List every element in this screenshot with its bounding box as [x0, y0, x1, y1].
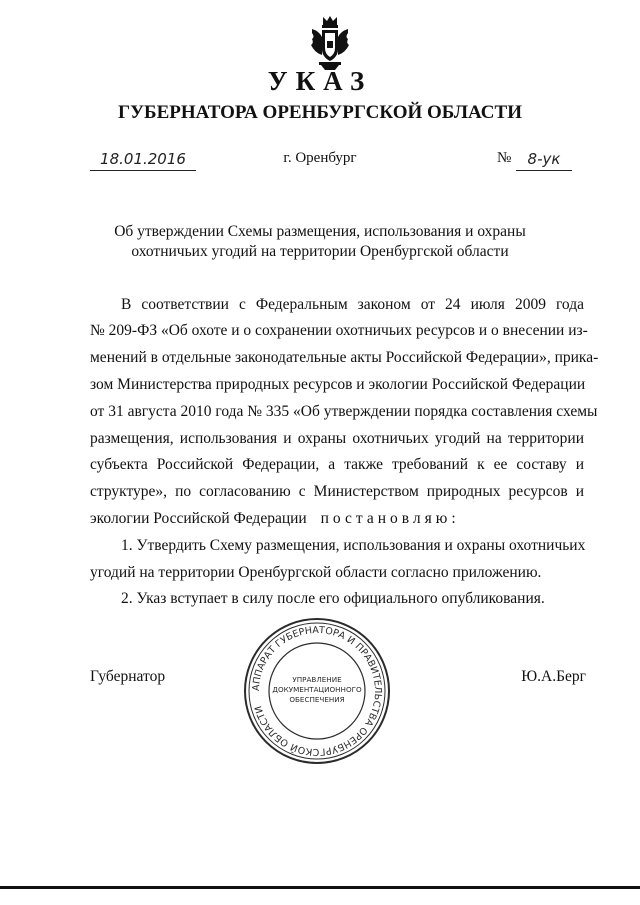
item-1-line: 1. Утвердить Схему размещения, использования и охраны охотничьих	[121, 537, 586, 554]
number-value: 8-ук	[527, 150, 561, 168]
body-line: структуре», по согласованию с Министерством природных ресурсов и	[90, 483, 584, 500]
body-line: В соответствии с Федеральным законом от 24 июля 2009 года	[121, 296, 584, 313]
decree-heading	[100, 222, 540, 262]
bottom-border-line	[0, 886, 640, 889]
document-subtitle: ГУБЕРНАТОРА ОРЕНБУРГСКОЙ ОБЛАСТИ	[118, 102, 522, 123]
body-line: № 209-ФЗ «Об охоте и о сохранении охотничьих ресурсов и о внесении из-	[90, 322, 588, 339]
body-line-last	[90, 510, 460, 528]
signature-role: Губернатор	[90, 668, 166, 685]
date-value: 18.01.2016	[100, 150, 186, 168]
city: г. Оренбург	[283, 150, 357, 166]
document-title: УКАЗ	[267, 66, 373, 96]
body-line: субъекта Российской Федерации, а также требований к ее составу и	[90, 456, 584, 473]
item-1-line: угодий на территории Оренбургской области согласно приложению.	[90, 564, 542, 581]
coat-of-arms-icon	[309, 15, 351, 71]
stamp-ring-text: АППАРАТ ГУБЕРНАТОРА И ПРАВИТЕЛЬСТВА ОРЕНБУРГСКОЙ ОБЛАСТИ	[250, 624, 384, 758]
number-field	[516, 150, 572, 171]
body-line-text: экологии Российской Федерации	[90, 510, 307, 527]
official-stamp	[242, 616, 392, 766]
body-line: от 31 августа 2010 года № 335 «Об утверждении порядка составления схемы	[90, 403, 598, 420]
number-label: №	[497, 150, 512, 166]
signature-name: Ю.А.Берг	[521, 668, 586, 685]
stamp-center-line: ДОКУМЕНТАЦИОННОГО	[272, 685, 362, 694]
stamp-center-line: УПРАВЛЕНИЕ	[292, 675, 342, 684]
decree-word: постановляю:	[320, 510, 460, 527]
body-line: менений в отдельные законодательные акты Российской Федерации», прика-	[90, 349, 599, 366]
heading-line: охотничьих угодий на территории Оренбургской области	[131, 243, 509, 260]
body-line: зом Министерства природных ресурсов и экологии Российской Федерации	[90, 376, 586, 393]
item-2-line: 2. Указ вступает в силу после его официального опубликования.	[121, 590, 545, 607]
heading-line: Об утверждении Схемы размещения, использования и охраны	[114, 223, 526, 240]
stamp-center-line: ОБЕСПЕЧЕНИЯ	[289, 695, 345, 704]
body-line: размещения, использования и охраны охотничьих угодий на территории	[90, 430, 584, 447]
